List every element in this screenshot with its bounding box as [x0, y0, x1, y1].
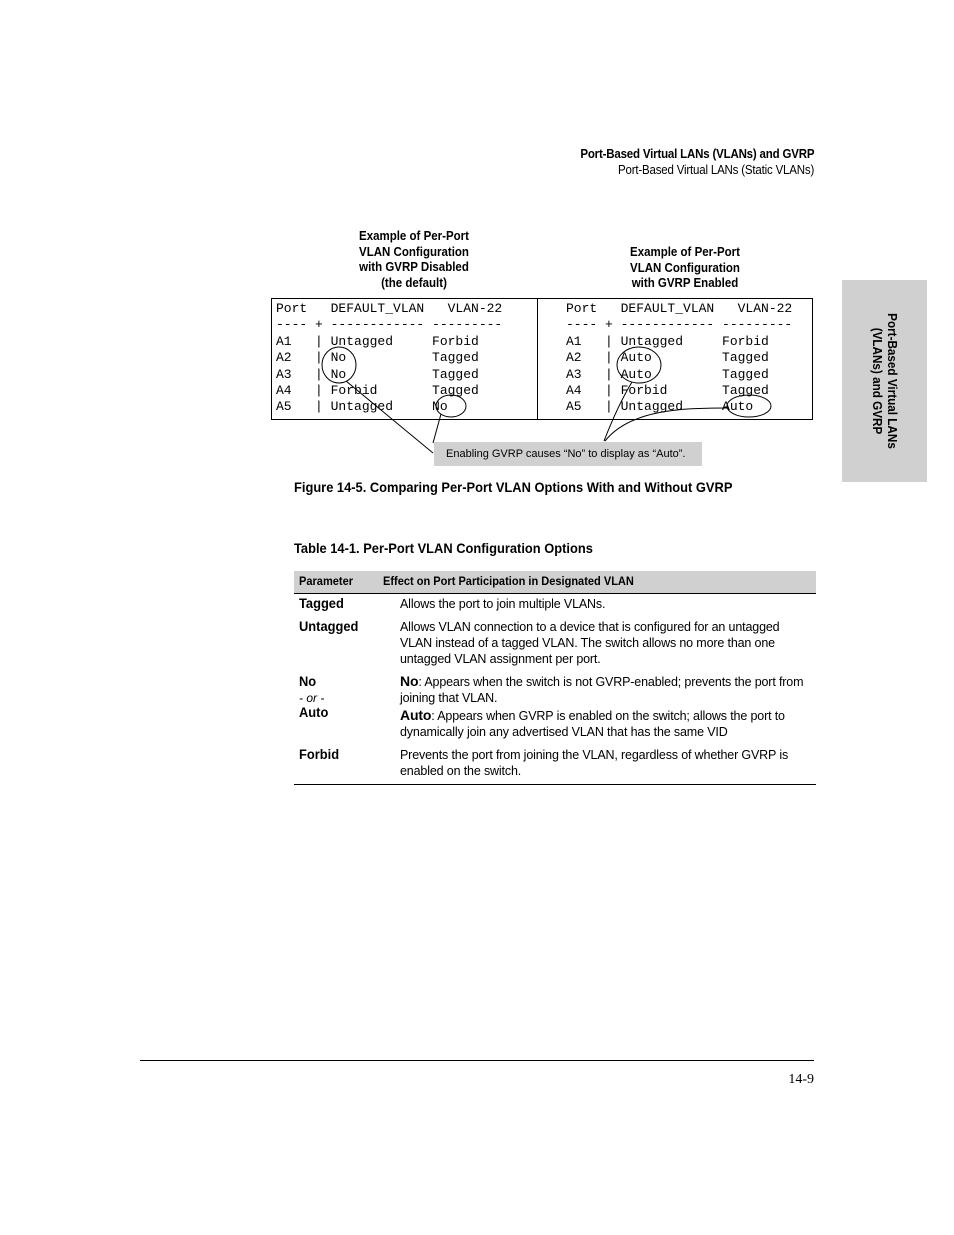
listing-row: A5 | Untagged No [276, 399, 448, 415]
gvrp-note-callout: Enabling GVRP causes “No” to display as “Auto”. [434, 442, 702, 466]
listing-header: Port DEFAULT_VLAN VLAN-22 [566, 301, 793, 316]
table-bottom-rule [294, 784, 816, 785]
table-header [294, 571, 816, 594]
listing-row: A2 | Auto Tagged [566, 350, 769, 366]
side-tab-line-1: Port-Based Virtual LANs [884, 313, 900, 449]
desc-no-text: : Appears when the switch is not GVRP-enabled; prevents the port from joining that VLAN. [400, 675, 804, 705]
caption-gvrp-enabled [607, 245, 763, 292]
caption-right-line-1: Example of Per-Port [630, 245, 740, 259]
desc-no-term: No [400, 673, 419, 689]
listing-row: A1 | Untagged Forbid [566, 333, 769, 349]
page-number: 14-9 [788, 1072, 814, 1087]
param-auto: Auto [299, 704, 329, 720]
listing-row: A3 | Auto Tagged [566, 366, 769, 382]
side-tab-line-2: (VLANs) and GVRP [869, 327, 885, 435]
listing-row: A4 | Forbid Tagged [566, 383, 769, 399]
footer-rule [140, 1060, 814, 1061]
listing-row: A2 | No Tagged [276, 350, 479, 366]
listing-row: A3 | No Tagged [276, 366, 479, 382]
param-forbid: Forbid [299, 746, 340, 762]
param-tagged: Tagged [299, 595, 344, 611]
desc-auto [400, 707, 812, 740]
desc-untagged: Allows VLAN connection to a device that is configured for an untagged VLAN instead of a tagged VLAN. The switch allows no more than one untagged VLAN assignment per port. [400, 620, 780, 666]
desc-auto-term: Auto [400, 707, 432, 723]
column-header-effect: Effect on Port Participation in Designated VLAN [383, 574, 634, 588]
listing-header: Port DEFAULT_VLAN VLAN-22 [276, 301, 503, 316]
param-no: No [299, 673, 317, 689]
chapter-side-tab [842, 280, 927, 482]
desc-forbid: Prevents the port from joining the VLAN, regardless of whether GVRP is enabled on the switch. [400, 748, 789, 778]
caption-gvrp-disabled [337, 229, 492, 291]
desc-no [400, 673, 812, 706]
table-title: Table 14-1. Per-Port VLAN Configuration Options [294, 540, 593, 556]
listing-row: A1 | Untagged Forbid [276, 333, 479, 349]
listing-gvrp-enabled [566, 301, 792, 416]
caption-right-line-2: VLAN Configuration [630, 260, 740, 275]
caption-left-line-1: Example of Per-Port [359, 229, 469, 243]
param-or: - or - [299, 691, 325, 705]
param-untagged: Untagged [299, 618, 359, 634]
desc-tagged: Allows the port to join multiple VLANs. [400, 597, 606, 611]
side-tab-label [870, 296, 900, 467]
listing-separator: ---- + ------------ --------- [276, 317, 503, 333]
chapter-title: Port-Based Virtual LANs (VLANs) and GVRP [580, 147, 814, 161]
column-header-parameter: Parameter [299, 574, 354, 588]
figure-title: Figure 14-5. Comparing Per-Port VLAN Options With and Without GVRP [294, 479, 733, 495]
listing-separator: ---- + ------------ --------- [566, 317, 793, 333]
caption-left-line-2: VLAN Configuration [359, 244, 469, 259]
caption-left-line-4: (the default) [381, 275, 447, 290]
caption-left-line-3: with GVRP Disabled [359, 260, 469, 274]
section-title: Port-Based Virtual LANs (Static VLANs) [617, 163, 814, 177]
desc-auto-text: : Appears when GVRP is enabled on the switch; allows the port to dynamically join any advertised VLAN that has the same VID [400, 709, 785, 739]
listing-row: A4 | Forbid Tagged [276, 383, 479, 399]
listing-gvrp-disabled [276, 301, 502, 416]
config-box-divider [537, 298, 538, 420]
listing-row: A5 | Untagged Auto [566, 399, 754, 415]
caption-right-line-3: with GVRP Enabled [631, 276, 739, 290]
